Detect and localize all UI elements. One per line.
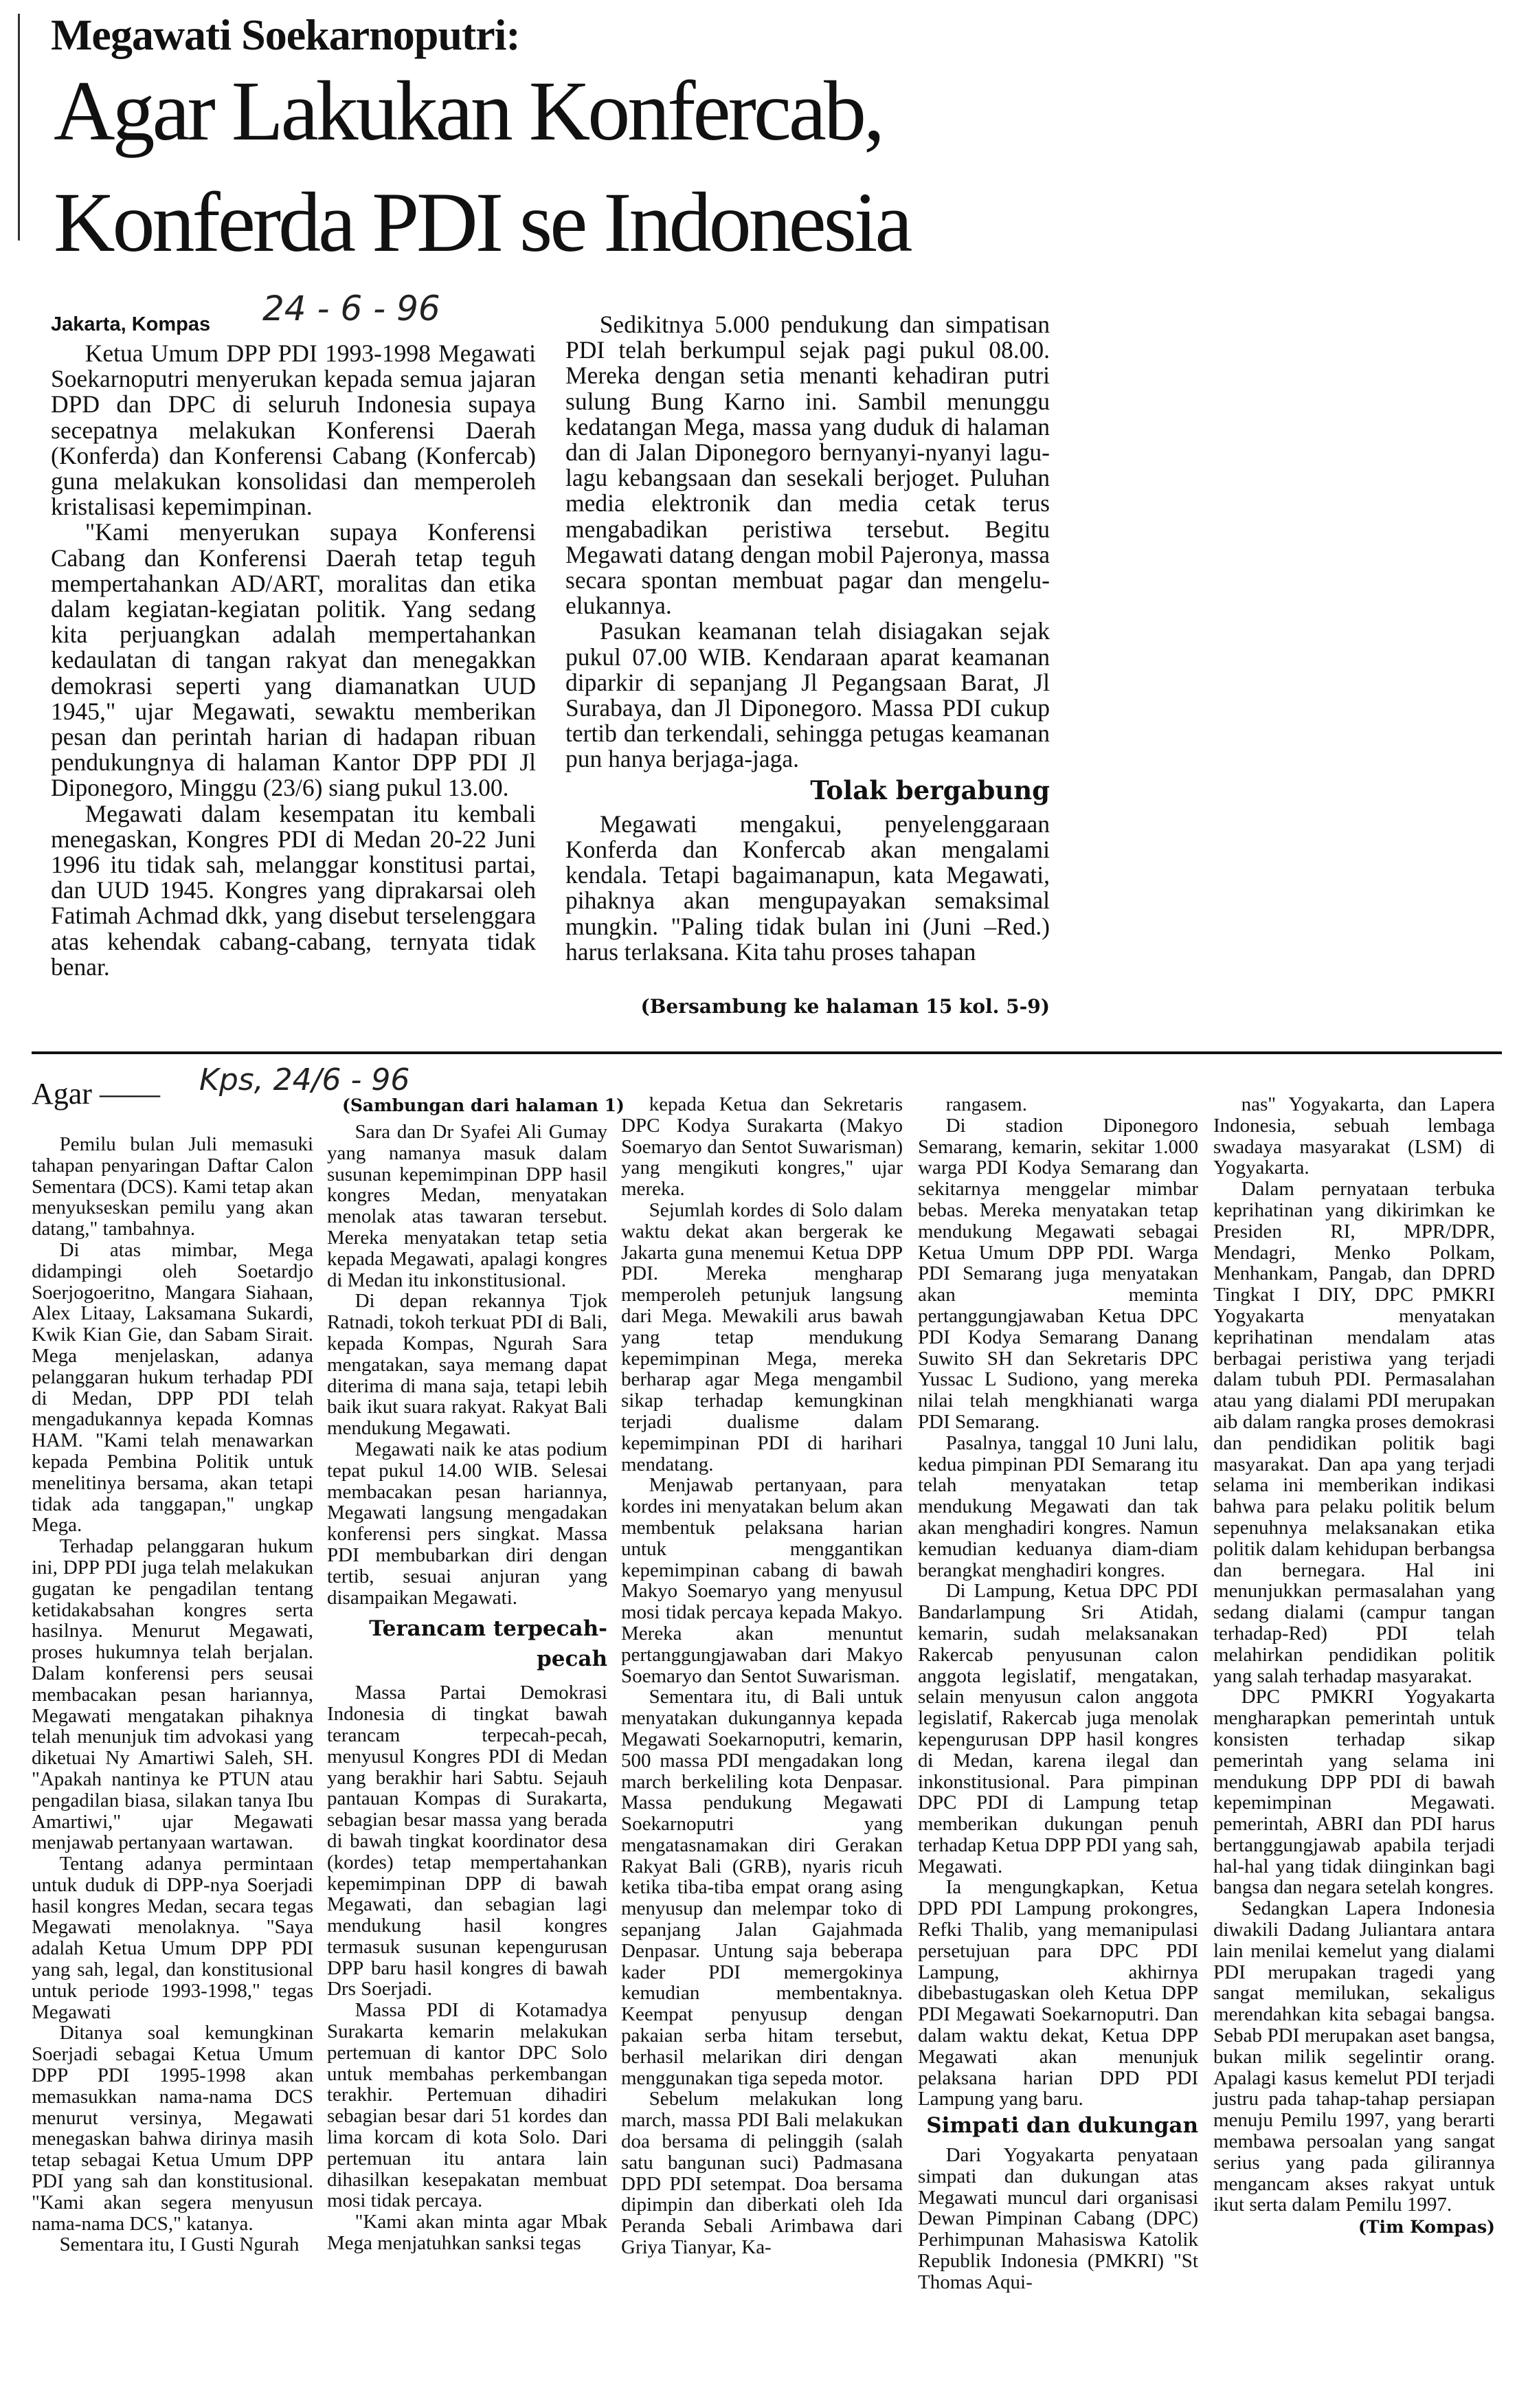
bottom-column-2: [327, 1122, 607, 2254]
headline-line2: Konferda PDI se Indonesia: [54, 175, 910, 269]
paragraph: Sementara itu, di Bali untuk menyatakan dukungannya kepada Megawati Soekarnoputri, kemarin, 500 massa PDI mengadakan long march berkeliling kota Denpasar. Massa pendukung Megawati Soekarnoputri yang mengatasnamakan diri Gerakan Rakyat Bali (GRB), nyaris ricuh ketika tiba-tiba empat orang asing menyusup dan melempar toko di sepanjang Jalan Gajahmada Denpasar. Untung saja beberapa kader PDI memergokinya kemudian membentaknya. Keempat penyusup dengan pakaian serba hitam tersebut, berhasil melarikan diri dengan menggunakan tiga sepeda motor.: [621, 1686, 903, 2089]
top-column-1: [51, 341, 536, 980]
subheading-tolak-bergabung: Tolak bergabung: [810, 774, 1050, 805]
paragraph: Tentang adanya permintaan untuk duduk di DPP-nya Soerjadi hasil kongres Medan, secara tegas Megawati menolaknya. "Saya adalah Ketua Umum DPP PDI yang sah, legal, dan konstitusional untuk periode 1993-1998," tegas Megawati: [32, 1853, 313, 2023]
paragraph: Di stadion Diponegoro Semarang, kemarin, sekitar 1.000 warga PDI Kodya Semarang dan sekitarnya menggelar mimbar bebas. Mereka menyatakan tetap mendukung Megawati sebagai Ketua Umum DPP PDI. Warga PDI Semarang juga menyatakan akan meminta pertanggungjawaban Ketua DPC PDI Kodya Semarang Danang Suwito SH dan Sekretaris DPC Yussac L Sudiono, yang mereka nilai telah mengkhianati warga PDI Semarang.: [918, 1114, 1198, 1433]
paragraph: Pemilu bulan Juli memasuki tahapan penyaringan Daftar Calon Sementara (DCS). Kami tetap akan menyukseskan pemilu yang akan datang," tambahnya.: [32, 1133, 313, 1240]
bottom-column-4: [918, 1094, 1198, 2293]
top-column-2: [565, 312, 1050, 1019]
section-divider: [32, 1051, 1502, 1054]
bottom-column-1: [32, 1134, 313, 2255]
subheading-terancam: Terancam terpecah-pecah: [369, 1616, 607, 1672]
headline-line1: Agar Lakukan Konfercab,: [54, 64, 882, 158]
paragraph: Terhadap pelanggaran hukum ini, DPP PDI juga telah melakukan gugatan ke pengadilan tentang ketidakabsahan kongres serta hasilnya. Menurut Megawati, proses hukumnya telah berjalan. Dalam konferensi pers seusai membacakan pesan hariannya, Megawati mengatakan pihaknya telah menunjuk tim advokasi yang diketuai Ny Amartiwi Saleh, SH. "Apakah nantinya ke PTUN atau pengadilan biasa, silakan tanya Ibu Amartiwi," ujar Megawati menjawab pertanyaan wartawan.: [32, 1535, 313, 1854]
paragraph: Megawati dalam kesempatan itu kembali menegaskan, Kongres PDI di Medan 20-22 Juni 1996 itu tidak sah, melanggar konstitusi partai, dan UUD 1945. Kongres yang diprakarsai oleh Fatimah Achmad dkk, yang disebut terselenggara atas kehendak cabang-cabang, ternyata tidak benar.: [51, 799, 536, 981]
paragraph: kepada Ketua dan Sekretaris DPC Kodya Surakarta (Makyo Soemaryo dan Sentot Suwarisman) yang mengikuti kongres," ujar mereka.: [621, 1093, 903, 1201]
paragraph: Ketua Umum DPP PDI 1993-1998 Megawati Soekarnoputri menyerukan kepada semua jajaran DPD dan DPC di seluruh Indonesia supaya secepatnya melakukan Konferensi Daerah (Konferda) dan Konferensi Cabang (Konfercab) guna melakukan konsolidasi dan memperoleh kristalisasi kepemimpinan.: [51, 339, 536, 521]
sambungan-note: (Sambungan dari halaman 1): [342, 1095, 625, 1115]
margin-mark: [18, 14, 20, 241]
paragraph: Sejumlah kordes di Solo dalam waktu dekat akan bergerak ke Jakarta guna menemui Ketua DPP PDI. Mereka mengharap memperoleh petunjuk langsung dari Mega. Mewakili arus bawah yang tetap mendukung kepemimpinan Mega, mereka berharap agar Mega mengambil sikap terhadap kemungkinan terjadi dualisme dalam kepemimpinan PDI di harihari mendatang.: [621, 1199, 903, 1475]
paragraph: Sebelum melakukan long march, massa PDI Bali melakukan doa bersama di pelinggih (salah satu bangunan suci) Padmasana DPD PDI setempat. Doa bersama dipimpin dan diberkati oleh Ida Peranda Sebali Arimbawa dari Griya Tianyar, Ka-: [621, 2088, 903, 2259]
paragraph: Di Lampung, Ketua DPC PDI Bandarlampung Sri Atidah, kemarin, sudah melaksanakan Rakercab penyusunan calon anggota legislatif, mengatakan, selain menyusun calon anggota legislatif, Rakercab juga menolak kepengurusan DPP hasil kongres di Medan, karena ilegal dan inkonstitusional. Para pimpinan DPC PDI di Lampung tetap memberikan dukungan penuh terhadap Ketua DPP PDI yang sah, Megawati.: [918, 1580, 1198, 1877]
paragraph: "Kami akan minta agar Mbak Mega menjatuhkan sanksi tegas: [327, 2211, 607, 2255]
paragraph: Dari Yogyakarta penyataan simpati dan dukungan atas Megawati muncul dari organisasi Dewan Pimpinan Cabang (DPC) Perhimpunan Mahasiswa Katolik Republik Indonesia (PMKRI) "St Thomas Aqui-: [918, 2144, 1198, 2293]
paragraph: Di atas mimbar, Mega didampingi oleh Soetardjo Soerjogoeritno, Mangara Siahaan, Alex Litaay, Laksamana Sukardi, Kwik Kian Gie, dan Sabam Sirait. Mega menjelaskan, adanya pelanggaran hukum terhadap PDI di Medan, DPP PDI telah mengadukannya kepada Komnas HAM. "Kami telah menawarkan kepada Pembina Politik untuk menelitinya bersama, akan tetapi tidak ada tanggapan," ungkap Mega.: [32, 1238, 313, 1537]
paragraph: Sara dan Dr Syafei Ali Gumay yang namanya masuk dalam susunan kepemimpinan DPP hasil kongres Medan, menyatakan menolak atas tawaran tersebut. Mereka menyatakan tetap setia kepada Megawati, apalagi kongres di Medan itu inkonstitusional.: [327, 1121, 607, 1291]
agar-label: Agar ——: [32, 1077, 160, 1111]
paragraph: Massa PDI di Kotamadya Surakarta kemarin melakukan pertemuan di kantor DPC Solo untuk membahas perkembangan terakhir. Pertemuan dihadiri sebagian besar dari 51 kordes dan lima korcam di kota Solo. Dari pertemuan itu antara lain dihasilkan kesepakatan membuat mosi tidak percaya.: [327, 1999, 607, 2212]
handwritten-source-date: Kps, 24/6 - 96: [199, 1062, 410, 1097]
paragraph: rangasem.: [945, 1093, 1027, 1115]
paragraph: Ditanya soal kemungkinan Soerjadi sebagai Ketua Umum DPP PDI 1995-1998 akan memasukkan nama-nama DCS menurut versinya, Megawati menegaskan bahwa dirinya masih tetap sebagai Ketua Umum DPP PDI yang sah dan konstitusional. "Kami akan segera menyusun nama-nama DCS," katanya.: [32, 2022, 313, 2235]
bottom-column-3: [621, 1094, 903, 2258]
paragraph: nas" Yogyakarta, dan Lapera Indonesia, sebuah lembaga swadaya masyarakat (LSM) di Yogyakarta.: [1213, 1093, 1495, 1179]
paragraph: Massa Partai Demokrasi Indonesia di tingkat bawah terancam terpecah-pecah, menyusul Kongres PDI di Medan yang berakhir hari Sabtu. Sejauh pantauan Kompas di Surakarta, sebagian besar massa yang berada di bawah tingkat koordinator desa (kordes) tetap mempertahankan kepemimpinan DPP di bawah Megawati, dan sebagian lagi mendukung hasil kongres termasuk susunan kepengurusan DPP baru hasil kongres di bawah Drs Soerjadi.: [327, 1682, 607, 2000]
dateline: Jakarta, Kompas: [51, 313, 211, 335]
paragraph: Megawati mengakui, penyelenggaraan Konferda dan Konfercab akan mengalami kendala. Tetapi bagaimanapun, kata Megawati, pihaknya akan mengupayakan semaksimal mungkin. "Paling tidak bulan ini (Juni –Red.) harus terlaksana. Kita tahu proses tahapan: [565, 810, 1050, 966]
paragraph: DPC PMKRI Yogyakarta mengharapkan pemerintah untuk konsisten terhadap sikap pemerintah yang selama ini mendukung DPP PDI di bawah kepemimpinan Megawati. pemerintah, ABRI dan PDI harus bertanggungjawab apabila terjadi hal-hal yang tidak diinginkan bagi bangsa dan negara setelah kongres.: [1213, 1686, 1495, 1899]
paragraph: Sedikitnya 5.000 pendukung dan simpatisan PDI telah berkumpul sejak pagi pukul 08.00. Mereka dengan setia menanti kehadiran putri sulung Bung Karno ini. Sambil menunggu kedatangan Mega, massa yang duduk di halaman dan di Jalan Diponegoro bernyanyi-nyanyi lagu-lagu kebangsaan dan sesekali berjoget. Puluhan media elektronik dan media cetak terus mengabadikan peristiwa tersebut. Begitu Megawati datang dengan mobil Pajeronya, massa secara spontan membuat pagar dan mengelu-elukannya.: [565, 311, 1050, 620]
paragraph: Di depan rekannya Tjok Ratnadi, tokoh terkuat PDI di Bali, kepada Kompas, Ngurah Sara mengatakan, saya memang dapat diterima di mana saja, tetapi lebih baik ikut suara rakyat. Rakyat Bali mendukung Megawati.: [327, 1290, 607, 1440]
bottom-column-5: [1213, 1094, 1495, 2238]
paragraph: Ia mengungkapkan, Ketua DPD PDI Lampung prokongres, Refki Thalib, yang memanipulasi persetujuan para DPC PDI Lampung, akhirnya dibebastugaskan oleh Ketua DPP PDI Megawati Soekarnoputri. Dan dalam waktu dekat, Ketua DPP Megawati akan menunjuk pelaksana harian DPD PDI Lampung yang baru.: [918, 1876, 1198, 2110]
paragraph: Pasalnya, tanggal 10 Juni lalu, kedua pimpinan PDI Semarang itu telah menyatakan tetap mendukung Megawati dan tak akan menghadiri kongres. Namun kemudian keduanya diam-diam berangkat menghadiri kongres.: [918, 1431, 1198, 1581]
paragraph: Menjawab pertanyaan, para kordes ini menyatakan belum akan membentuk pelaksana harian untuk menggantikan kepemimpinan cabang di bawah Makyo Soemaryo yang menyusul mosi tidak percaya kepada Makyo. Mereka akan menuntut pertanggungjawaban dari Makyo Soemaryo dan Sentot Suwarisman.: [621, 1474, 903, 1687]
paragraph: Sedangkan Lapera Indonesia diwakili Dadang Juliantara antara lain menilai kemelut yang dialami PDI merupakan tragedi yang sangat memilukan, sekaligus merendahkan kita sebagai bangsa. Sebab PDI merupakan aset bangsa, bukan milik segelintir orang. Apalagi kasus kemelut PDI terjadi justru pada tahap-tahap persiapan menuju Pemilu 1997, yang berarti membawa persoalan yang sangat serius yang pada gilirannya mengancam akses rakyat untuk ikut serta dalam Pemilu 1997.: [1213, 1897, 1495, 2216]
credit: (Tim Kompas): [1358, 2217, 1495, 2238]
handwritten-date: 24 - 6 - 96: [262, 289, 440, 328]
paragraph: Megawati naik ke atas podium tepat pukul 14.00 WIB. Selesai membacakan pesan hariannya, Megawati langsung mengadakan konferensi pers singkat. Massa PDI membubarkan diri dengan tertib, sesuai anjuran yang disampaikan Megawati.: [327, 1438, 607, 1609]
continued-note: (Bersambung ke halaman 15 kol. 5-9): [640, 995, 1050, 1018]
subheading-simpati: Simpati dan dukungan: [926, 2113, 1198, 2139]
paragraph: Sementara itu, I Gusti Ngurah: [59, 2233, 300, 2256]
paragraph: "Kami menyerukan supaya Konferensi Cabang dan Konferensi Daerah tetap teguh mempertahankan AD/ART, moralitas dan etika dalam kegiatan-kegiatan politik. Yang sedang kita perjuangkan adalah mempertahankan kedaulatan di tangan rakyat dan menegakkan demokrasi seperti yang diamanatkan UUD 1945," ujar Megawati, sewaktu memberikan pesan dan perintah harian di hadapan ribuan pendukungnya di halaman Kantor DPP PDI Jl Diponegoro, Minggu (23/6) siang pukul 13.00.: [51, 518, 536, 802]
paragraph: Pasukan keamanan telah disiagakan sejak pukul 07.00 WIB. Kendaraan aparat keamanan diparkir di sepanjang Jl Pegangsaan Barat, Jl Surabaya, dan Jl Diponegoro. Massa PDI cukup tertib dan terkendali, sehingga petugas keamanan pun hanya berjaga-jaga.: [565, 617, 1050, 773]
kicker: Megawati Soekarnoputri:: [51, 10, 520, 59]
paragraph: Dalam pernyataan terbuka keprihatinan yang dikirimkan ke Presiden RI, MPR/DPR, Mendagri, Menko Polkam, Menhankam, Pangab, dan DPRD Tingkat I DIY, DPC PMKRI Yogyakarta menyatakan keprihatinan mendalam atas berbagai peristiwa yang terjadi dalam tubuh PDI. Permasalahan atau yang dialami PDI merupakan aib dalam rangka proses demokrasi dan pendidikan politik bagi masyarakat. Dan apa yang terjadi selama ini memberikan indikasi bahwa para pelaku politik belum sepenuhnya melaksanakan etika politik dalam kehidupan berbangsa dan bernegara. Hal ini menunjukkan permasalahan yang sedang dialami (campur tangan terhadap-Red) PDI telah melahirkan pendidikan politik yang salah terhadap masyarakat.: [1213, 1178, 1495, 1687]
